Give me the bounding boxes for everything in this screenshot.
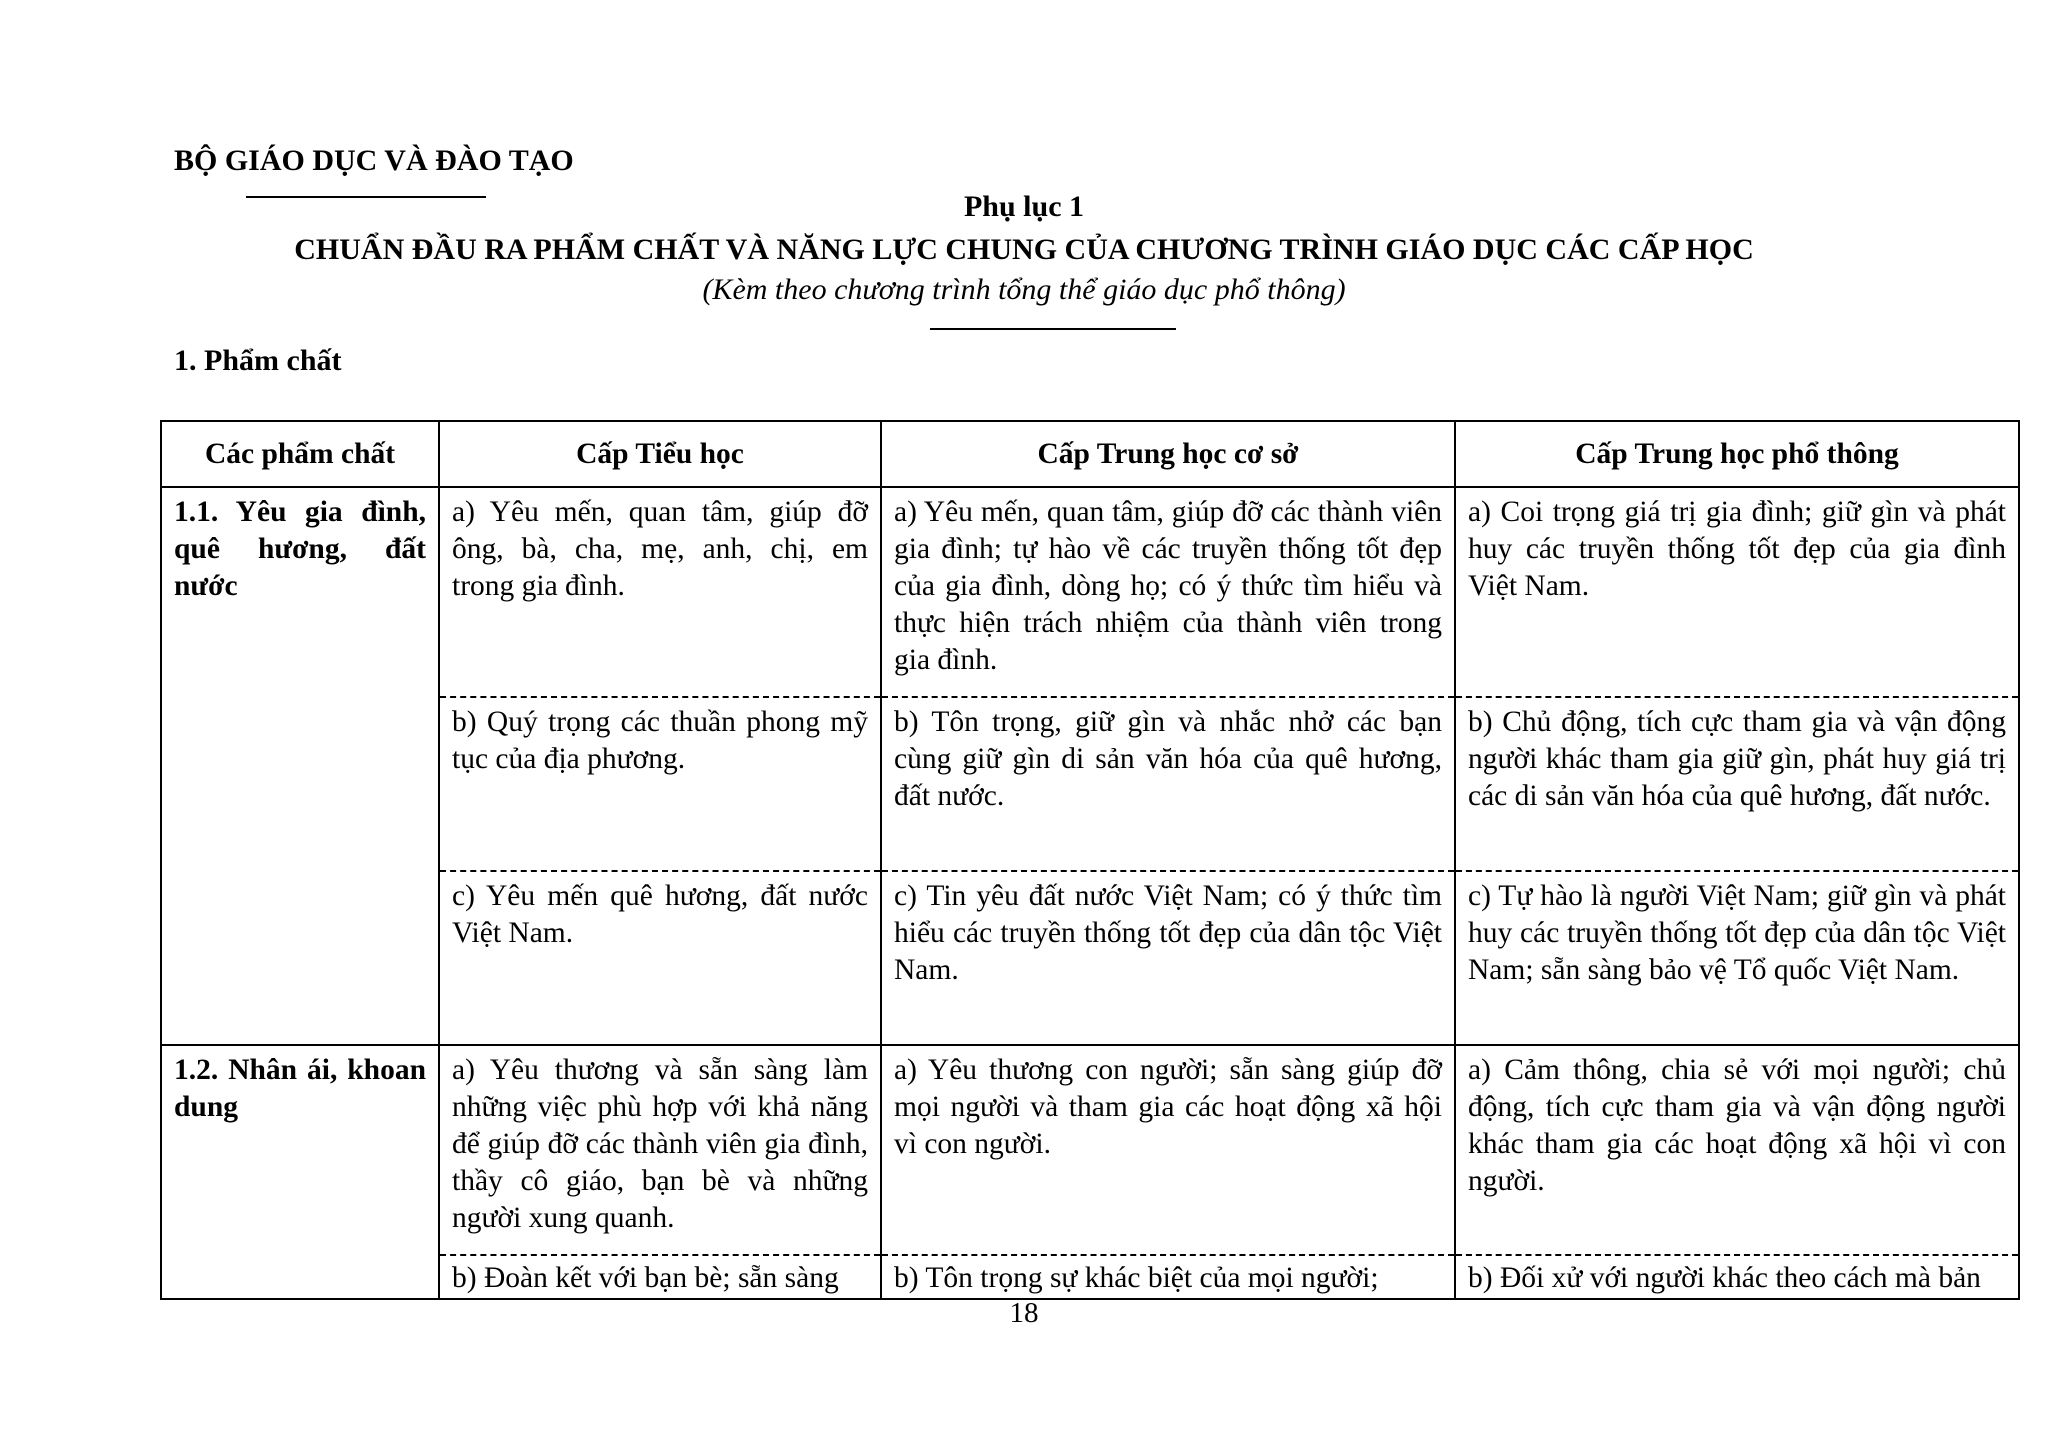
lower-secondary-cell xyxy=(881,1255,1455,1299)
upper-secondary-cell: a) Cảm thông, chia sẻ với mọi người; chủ động, tích cực tham gia và vận động người khác tham gia các hoạt động xã hội vì con người. xyxy=(1455,1045,2019,1255)
page-number: 18 xyxy=(1009,1297,1039,1329)
upper-secondary-cell: b) Chủ động, tích cực tham gia và vận động người khác tham gia giữ gìn, phát huy giá trị các di sản văn hóa của quê hương, đất nước. xyxy=(1455,697,2019,871)
lower-secondary-cell-text: b) Tôn trọng sự khác biệt của mọi người; xyxy=(894,1262,1379,1294)
table-row xyxy=(161,871,2019,1045)
lower-secondary-cell: b) Tôn trọng, giữ gìn và nhắc nhở các bạn cùng giữ gìn di sản văn hóa của quê hương, đất nước. xyxy=(881,697,1455,871)
column-header-upper-secondary: Cấp Trung học phổ thông xyxy=(1455,421,2019,487)
primary-cell-text: b) Đoàn kết với bạn bè; sẵn sàng xyxy=(452,1262,839,1294)
table-row xyxy=(161,1045,2019,1255)
upper-secondary-cell-text: b) Đối xử với người khác theo cách mà bản xyxy=(1468,1262,1981,1294)
table-row xyxy=(161,1255,2019,1299)
section-heading: 1. Phẩm chất xyxy=(174,344,342,377)
primary-cell xyxy=(439,1255,881,1299)
title-underline xyxy=(930,328,1176,330)
table-header-row xyxy=(161,421,2019,487)
lower-secondary-cell: a) Yêu mến, quan tâm, giúp đỡ các thành viên gia đình; tự hào về các truyền thống tốt đẹp của gia đình, dòng họ; có ý thức tìm hiểu và thực hiện trách nhiệm của thành viên trong gia đình. xyxy=(881,487,1455,697)
document-title: CHUẨN ĐẦU RA PHẨM CHẤT VÀ NĂNG LỰC CHUNG CỦA CHƯƠNG TRÌNH GIÁO DỤC CÁC CẤP HỌC xyxy=(294,233,1754,266)
column-header-quality: Các phẩm chất xyxy=(161,421,439,487)
quality-name: 1.1. Yêu gia đình, quê hương, đất nước xyxy=(161,487,439,1045)
ministry-name: BỘ GIÁO DỤC VÀ ĐÀO TẠO xyxy=(174,144,574,177)
upper-secondary-cell xyxy=(1455,1255,2019,1299)
lower-secondary-cell: c) Tin yêu đất nước Việt Nam; có ý thức tìm hiểu các truyền thống tốt đẹp của dân tộc Việt Nam. xyxy=(881,871,1455,1045)
appendix-label: Phụ lục 1 xyxy=(963,190,1085,223)
column-header-primary: Cấp Tiểu học xyxy=(439,421,881,487)
upper-secondary-cell: c) Tự hào là người Việt Nam; giữ gìn và phát huy các truyền thống tốt đẹp của dân tộc Việt Nam; sẵn sàng bảo vệ Tổ quốc Việt Nam. xyxy=(1455,871,2019,1045)
column-header-lower-secondary: Cấp Trung học cơ sở xyxy=(881,421,1455,487)
lower-secondary-cell: a) Yêu thương con người; sẵn sàng giúp đỡ mọi người và tham gia các hoạt động xã hội vì con người. xyxy=(881,1045,1455,1255)
table-row xyxy=(161,487,2019,697)
primary-cell: a) Yêu mến, quan tâm, giúp đỡ ông, bà, cha, mẹ, anh, chị, em trong gia đình. xyxy=(439,487,881,697)
document-subtitle: (Kèm theo chương trình tổng thể giáo dục phổ thông) xyxy=(702,273,1346,306)
quality-name: 1.2. Nhân ái, khoan dung xyxy=(161,1045,439,1299)
primary-cell: a) Yêu thương và sẵn sàng làm những việc phù hợp với khả năng để giúp đỡ các thành viên gia đình, thầy cô giáo, bạn bè và những người xung quanh. xyxy=(439,1045,881,1255)
qualities-table xyxy=(160,420,2020,1300)
primary-cell: c) Yêu mến quê hương, đất nước Việt Nam. xyxy=(439,871,881,1045)
table-row xyxy=(161,697,2019,871)
primary-cell: b) Quý trọng các thuần phong mỹ tục của địa phương. xyxy=(439,697,881,871)
upper-secondary-cell: a) Coi trọng giá trị gia đình; giữ gìn và phát huy các truyền thống tốt đẹp của gia đình Việt Nam. xyxy=(1455,487,2019,697)
